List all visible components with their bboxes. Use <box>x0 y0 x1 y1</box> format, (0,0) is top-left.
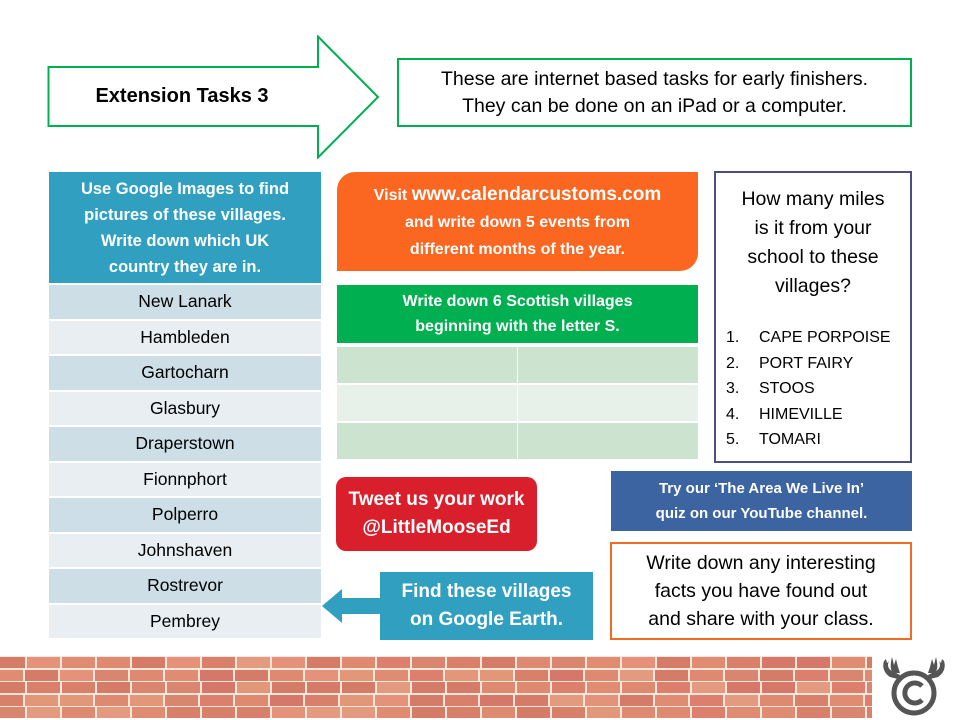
place-name: TOMARI <box>759 431 821 448</box>
miles-question <box>716 185 910 301</box>
calendar-task-box <box>337 172 698 271</box>
question-line: school to these <box>747 246 879 268</box>
village-row: Fionnphort <box>49 463 321 497</box>
youtube-line-1: Try our ‘The Area We Live In’ <box>658 480 865 497</box>
header-line: pictures of these villages. <box>84 205 286 224</box>
calendar-line-1 <box>374 181 662 209</box>
earth-line-1: Find these villages <box>401 581 572 602</box>
place-item <box>726 351 910 377</box>
miles-task-box <box>714 171 912 463</box>
tweet-task-box <box>336 477 537 551</box>
village-row: Johnshaven <box>49 534 321 568</box>
header-line: Write down which UK <box>100 231 270 250</box>
intro-line-2: They can be done on an iPad or a computer. <box>462 94 847 117</box>
header-line: country they are in. <box>108 257 262 276</box>
header-line: Write down 6 Scottish villages <box>402 293 633 310</box>
place-item <box>726 402 910 428</box>
place-number: 2. <box>726 354 740 372</box>
answer-cell[interactable] <box>518 385 698 421</box>
village-row: Hambleden <box>49 321 321 355</box>
answer-cell[interactable] <box>518 347 698 383</box>
place-item <box>726 376 910 402</box>
intro-line-1: These are internet based tasks for early finishers. <box>440 67 869 90</box>
place-number: 1. <box>726 329 740 346</box>
answer-cell[interactable] <box>518 423 698 459</box>
place-item <box>726 427 910 453</box>
place-number: 4. <box>726 405 740 423</box>
earth-line-2: on Google Earth. <box>409 609 564 630</box>
place-number: 3. <box>726 380 740 397</box>
place-item <box>726 325 910 351</box>
page-title: Extension Tasks 3 <box>95 84 269 107</box>
arrow-left-icon <box>322 586 382 626</box>
question-line: villages? <box>775 275 851 297</box>
place-name: HIMEVILLE <box>759 405 843 423</box>
facts-task-box <box>610 542 912 640</box>
village-row: Draperstown <box>49 427 321 461</box>
village-row: Polperro <box>49 498 321 532</box>
village-row: Pembrey <box>49 605 321 639</box>
answer-cell[interactable] <box>337 423 517 459</box>
places-list <box>726 325 910 453</box>
answer-cell[interactable] <box>337 347 517 383</box>
visit-label: Visit <box>373 186 412 204</box>
village-row: Glasbury <box>49 392 321 426</box>
calendar-url-link[interactable]: www.calendarcustoms.com <box>411 183 662 205</box>
twitter-handle-link[interactable]: @LittleMooseEd <box>362 517 511 538</box>
village-row: Rostrevor <box>49 569 321 603</box>
calendar-line-3: different months of the year. <box>409 240 626 258</box>
facts-line-1: Write down any interesting <box>646 552 876 574</box>
header-line: beginning with the letter S. <box>415 318 620 335</box>
place-name: CAPE PORPOISE <box>759 329 891 346</box>
place-number: 5. <box>726 431 740 448</box>
youtube-line-2: quiz on our YouTube channel. <box>655 505 868 522</box>
question-line: is it from your <box>754 217 872 239</box>
google-images-task-header <box>49 172 321 283</box>
moose-copyright-icon <box>878 653 950 717</box>
google-earth-task-box <box>380 572 593 640</box>
header-line: Use Google Images to find <box>80 179 290 198</box>
village-row: New Lanark <box>49 285 321 319</box>
youtube-task-box <box>611 471 912 531</box>
intro-box <box>397 58 912 127</box>
facts-line-3: and share with your class. <box>648 608 874 630</box>
place-name: PORT FAIRY <box>759 354 854 372</box>
village-row: Gartocharn <box>49 356 321 390</box>
scottish-task-header <box>337 285 698 343</box>
brick-wall-decoration <box>0 656 872 718</box>
place-name: STOOS <box>759 380 815 397</box>
scottish-answer-grid <box>337 347 698 459</box>
title-arrow <box>47 35 381 159</box>
tweet-line-1: Tweet us your work <box>348 489 525 510</box>
villages-table <box>49 285 321 640</box>
facts-line-2: facts you have found out <box>654 580 868 602</box>
answer-cell[interactable] <box>337 385 517 421</box>
calendar-line-2: and write down 5 events from <box>405 213 630 231</box>
question-line: How many miles <box>741 188 885 210</box>
